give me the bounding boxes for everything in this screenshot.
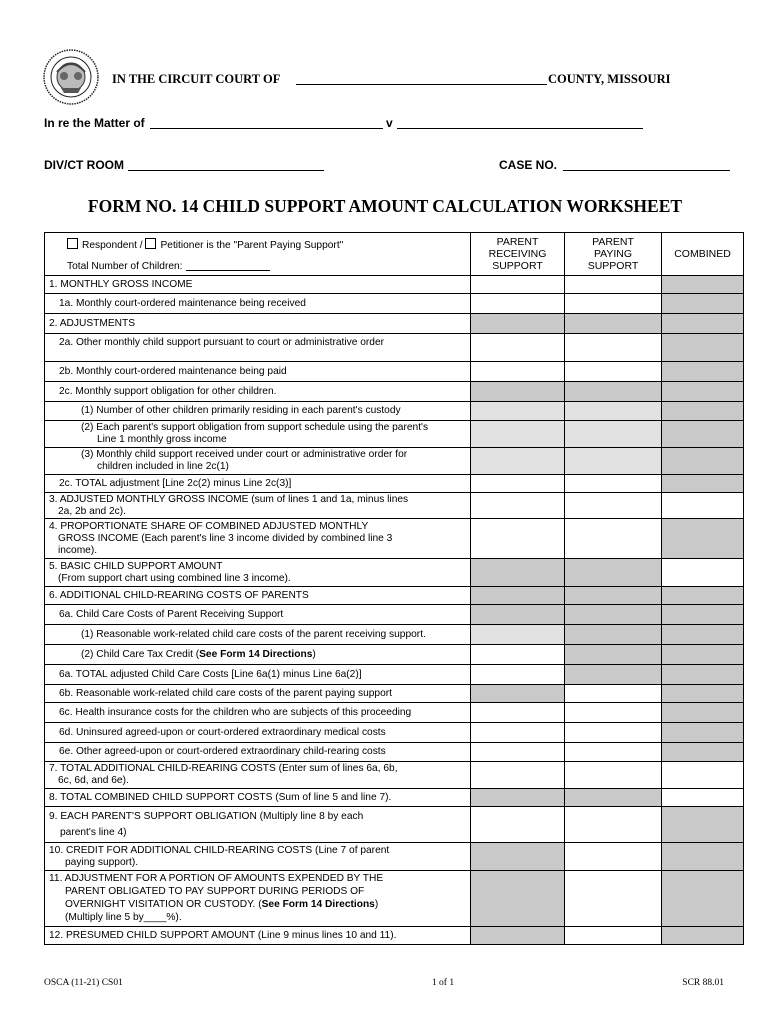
footer-rule-ref: SCR 88.01 bbox=[682, 978, 724, 988]
table-row bbox=[45, 871, 744, 927]
row-label bbox=[45, 843, 471, 871]
table-row bbox=[45, 807, 744, 843]
row-label: (1) Reasonable work-related child care costs of the parent receiving support. bbox=[45, 625, 471, 645]
shaded-cell bbox=[662, 645, 744, 665]
table-row bbox=[45, 382, 744, 402]
shaded-cell bbox=[662, 807, 744, 843]
input-cell[interactable] bbox=[471, 645, 565, 665]
table-row bbox=[45, 334, 744, 362]
row-label bbox=[45, 559, 471, 587]
input-cell[interactable] bbox=[662, 762, 744, 789]
input-cell[interactable] bbox=[565, 402, 662, 421]
table-row bbox=[45, 645, 744, 665]
row-label-line: 6c, 6d, and 6e). bbox=[58, 775, 129, 786]
total-children-label: Total Number of Children: bbox=[67, 261, 183, 272]
row-label-line: (Multiply line 5 by____%). bbox=[65, 912, 182, 923]
input-cell[interactable] bbox=[471, 519, 565, 559]
row-label: 2. ADJUSTMENTS bbox=[45, 314, 471, 334]
shaded-cell bbox=[662, 625, 744, 645]
shaded-cell bbox=[471, 587, 565, 605]
row-label bbox=[45, 421, 471, 448]
shaded-cell bbox=[565, 314, 662, 334]
shaded-cell bbox=[471, 559, 565, 587]
input-cell[interactable] bbox=[471, 807, 565, 843]
shaded-cell bbox=[471, 685, 565, 703]
row-label-line: 2a, 2b and 2c). bbox=[58, 505, 126, 517]
shaded-cell bbox=[662, 871, 744, 927]
input-cell[interactable] bbox=[471, 665, 565, 685]
shaded-cell bbox=[662, 587, 744, 605]
row-label bbox=[45, 493, 471, 519]
input-cell[interactable] bbox=[565, 723, 662, 743]
shaded-cell bbox=[662, 402, 744, 421]
row-label-part: (2) Child Care Tax Credit ( bbox=[81, 648, 200, 660]
shaded-cell bbox=[565, 382, 662, 402]
row-label: 6. ADDITIONAL CHILD-REARING COSTS OF PARENTS bbox=[45, 587, 471, 605]
row-label-line: children included in line 2c(1) bbox=[97, 461, 229, 472]
col2-line3: SUPPORT bbox=[587, 260, 639, 272]
row-label-line: parent's line 4) bbox=[60, 826, 127, 838]
col1-line3: SUPPORT bbox=[492, 260, 543, 272]
shaded-cell bbox=[471, 605, 565, 625]
matter-petitioner-field[interactable] bbox=[150, 128, 383, 129]
row-label-line: PARENT OBLIGATED TO PAY SUPPORT DURING PERIODS OF bbox=[65, 886, 365, 897]
shaded-cell bbox=[662, 382, 744, 402]
input-cell[interactable] bbox=[565, 448, 662, 475]
input-cell[interactable] bbox=[565, 703, 662, 723]
input-cell[interactable] bbox=[471, 475, 565, 493]
matter-respondent-field[interactable] bbox=[397, 128, 643, 129]
respondent-label: Respondent bbox=[82, 240, 137, 251]
footer-form-id: OSCA (11-21) CS01 bbox=[44, 978, 123, 988]
row-label-line: (From support chart using combined line 3 income). bbox=[58, 572, 291, 584]
shaded-cell bbox=[662, 665, 744, 685]
row-label bbox=[45, 762, 471, 789]
shaded-cell bbox=[471, 927, 565, 945]
table-row bbox=[45, 762, 744, 789]
table-row bbox=[45, 703, 744, 723]
shaded-cell bbox=[662, 334, 744, 362]
missouri-seal-logo bbox=[42, 48, 100, 106]
shaded-cell bbox=[565, 559, 662, 587]
table-row bbox=[45, 276, 744, 294]
row-label-line: 5. BASIC CHILD SUPPORT AMOUNT bbox=[49, 560, 223, 572]
col2-line1: PARENT bbox=[592, 236, 634, 248]
worksheet-table bbox=[44, 232, 744, 945]
case-no-label: CASE NO. bbox=[499, 158, 558, 172]
input-cell[interactable] bbox=[662, 493, 744, 519]
input-cell[interactable] bbox=[471, 276, 565, 294]
table-row bbox=[45, 362, 744, 382]
input-cell[interactable] bbox=[565, 843, 662, 871]
row-label: 2b. Monthly court-ordered maintenance being paid bbox=[45, 362, 471, 382]
col-parent-receiving bbox=[471, 233, 565, 276]
row-label-line: GROSS INCOME (Each parent's line 3 income divided by combined line 3 bbox=[58, 532, 393, 544]
shaded-cell bbox=[471, 871, 565, 927]
row-label: 1. MONTHLY GROSS INCOME bbox=[45, 276, 471, 294]
input-cell[interactable] bbox=[565, 743, 662, 762]
table-row bbox=[45, 475, 744, 493]
shaded-cell bbox=[662, 743, 744, 762]
shaded-cell bbox=[662, 703, 744, 723]
input-cell[interactable] bbox=[471, 402, 565, 421]
row-label bbox=[45, 448, 471, 475]
table-row bbox=[45, 294, 744, 314]
input-cell[interactable] bbox=[565, 762, 662, 789]
div-room-label: DIV/CT ROOM bbox=[44, 158, 124, 172]
row-label-line: 10. CREDIT FOR ADDITIONAL CHILD-REARING COSTS (Line 7 of parent bbox=[49, 844, 390, 856]
respondent-checkbox[interactable] bbox=[67, 238, 78, 249]
shaded-cell bbox=[662, 314, 744, 334]
table-row bbox=[45, 314, 744, 334]
row-label-line: 4. PROPORTIONATE SHARE OF COMBINED ADJUSTED MONTHLY bbox=[49, 520, 369, 532]
col-parent-paying bbox=[565, 233, 662, 276]
row-label-line: (2) Each parent's support obligation from support schedule using the parent's bbox=[81, 422, 429, 433]
input-cell[interactable] bbox=[565, 362, 662, 382]
row-label: 2c. Monthly support obligation for other children. bbox=[45, 382, 471, 402]
row-label-line: income). bbox=[58, 544, 98, 556]
table-row bbox=[45, 927, 744, 945]
table-row bbox=[45, 493, 744, 519]
row-label: 1a. Monthly court-ordered maintenance being received bbox=[45, 294, 471, 314]
input-cell[interactable] bbox=[565, 276, 662, 294]
input-cell[interactable] bbox=[471, 294, 565, 314]
court-suffix: COUNTY, MISSOURI bbox=[548, 72, 671, 86]
shaded-cell bbox=[662, 294, 744, 314]
input-cell[interactable] bbox=[565, 334, 662, 362]
input-cell[interactable] bbox=[471, 703, 565, 723]
row-label bbox=[45, 871, 471, 927]
row-label-part: OVERNIGHT VISITATION OR CUSTODY. ( bbox=[65, 899, 262, 910]
row-label bbox=[45, 807, 471, 843]
page-title: FORM NO. 14 CHILD SUPPORT AMOUNT CALCULATION WORKSHEET bbox=[87, 196, 683, 216]
shaded-cell bbox=[662, 843, 744, 871]
row-label-line: 11. ADJUSTMENT FOR A PORTION OF AMOUNTS EXPENDED BY THE bbox=[49, 873, 384, 884]
matter-label: In re the Matter of bbox=[44, 116, 145, 130]
county-field[interactable] bbox=[296, 84, 547, 85]
row-label-line: 3. ADJUSTED MONTHLY GROSS INCOME (sum of lines 1 and 1a, minus lines bbox=[49, 493, 409, 505]
row-label: 2c. TOTAL adjustment [Line 2c(2) minus Line 2c(3)] bbox=[45, 475, 471, 493]
input-cell[interactable] bbox=[662, 559, 744, 587]
court-prefix: IN THE CIRCUIT COURT OF bbox=[112, 72, 281, 86]
row-label: (1) Number of other children primarily residing in each parent's custody bbox=[45, 402, 471, 421]
input-cell[interactable] bbox=[471, 421, 565, 448]
table-row bbox=[45, 448, 744, 475]
shaded-cell bbox=[565, 587, 662, 605]
shaded-cell bbox=[662, 519, 744, 559]
petitioner-label: Petitioner is the "Parent Paying Support" bbox=[160, 240, 344, 251]
table-row bbox=[45, 402, 744, 421]
input-cell[interactable] bbox=[565, 927, 662, 945]
table-row bbox=[45, 665, 744, 685]
shaded-cell bbox=[662, 685, 744, 703]
table-row bbox=[45, 421, 744, 448]
table-row bbox=[45, 685, 744, 703]
row-label: 6d. Uninsured agreed-upon or court-ordered extraordinary medical costs bbox=[45, 723, 471, 743]
input-cell[interactable] bbox=[471, 723, 565, 743]
row-label: 6a. TOTAL adjusted Child Care Costs [Line 6a(1) minus Line 6a(2)] bbox=[45, 665, 471, 685]
input-cell[interactable] bbox=[471, 625, 565, 645]
table-row bbox=[45, 605, 744, 625]
input-cell[interactable] bbox=[471, 743, 565, 762]
row-label: 6b. Reasonable work-related child care costs of the parent paying support bbox=[45, 685, 471, 703]
table-row bbox=[45, 625, 744, 645]
input-cell[interactable] bbox=[471, 762, 565, 789]
table-header-row bbox=[45, 233, 744, 276]
row-label: 8. TOTAL COMBINED CHILD SUPPORT COSTS (Sum of line 5 and line 7). bbox=[45, 789, 471, 807]
case-no-field[interactable] bbox=[563, 170, 730, 171]
footer-page-number: 1 of 1 bbox=[431, 978, 455, 988]
input-cell[interactable] bbox=[565, 421, 662, 448]
shaded-cell bbox=[471, 314, 565, 334]
row-label-part: ) bbox=[312, 648, 316, 660]
row-label-line: (3) Monthly child support received under court or administrative order for bbox=[81, 449, 408, 460]
table-row bbox=[45, 519, 744, 559]
table-row bbox=[45, 587, 744, 605]
row-label bbox=[45, 645, 471, 665]
input-cell[interactable] bbox=[565, 294, 662, 314]
input-cell[interactable] bbox=[471, 493, 565, 519]
row-label-line: Line 1 monthly gross income bbox=[97, 434, 227, 445]
shaded-cell bbox=[471, 843, 565, 871]
row-label: 2a. Other monthly child support pursuant to court or administrative order bbox=[45, 334, 471, 362]
input-cell[interactable] bbox=[565, 871, 662, 927]
total-children-field[interactable] bbox=[186, 261, 270, 271]
directions-reference: See Form 14 Directions bbox=[261, 899, 375, 910]
shaded-cell bbox=[662, 605, 744, 625]
shaded-cell bbox=[662, 723, 744, 743]
input-cell[interactable] bbox=[662, 789, 744, 807]
row-label bbox=[45, 519, 471, 559]
shaded-cell bbox=[565, 605, 662, 625]
shaded-cell bbox=[662, 927, 744, 945]
row-label: 12. PRESUMED CHILD SUPPORT AMOUNT (Line 9 minus lines 10 and 11). bbox=[45, 927, 471, 945]
col1-line2: RECEIVING bbox=[488, 248, 547, 260]
input-cell[interactable] bbox=[565, 475, 662, 493]
petitioner-checkbox[interactable] bbox=[145, 238, 156, 249]
row-label-line: 7. TOTAL ADDITIONAL CHILD-REARING COSTS (Enter sum of lines 6a, 6b, bbox=[49, 763, 398, 774]
shaded-cell bbox=[662, 276, 744, 294]
table-row bbox=[45, 723, 744, 743]
input-cell[interactable] bbox=[565, 519, 662, 559]
col2-line2: PAYING bbox=[593, 248, 633, 260]
input-cell[interactable] bbox=[471, 362, 565, 382]
input-cell[interactable] bbox=[565, 493, 662, 519]
row-label: 6e. Other agreed-upon or court-ordered extraordinary child-rearing costs bbox=[45, 743, 471, 762]
shaded-cell bbox=[565, 665, 662, 685]
shaded-cell bbox=[662, 475, 744, 493]
table-row bbox=[45, 559, 744, 587]
row-label: 6a. Child Care Costs of Parent Receiving Support bbox=[45, 605, 471, 625]
directions-reference: See Form 14 Directions bbox=[199, 648, 313, 660]
row-label-line bbox=[49, 899, 466, 911]
shaded-cell bbox=[471, 789, 565, 807]
shaded-cell bbox=[662, 362, 744, 382]
header-info-cell bbox=[45, 233, 471, 276]
shaded-cell bbox=[662, 421, 744, 448]
row-label-line: 9. EACH PARENT'S SUPPORT OBLIGATION (Multiply line 8 by each bbox=[49, 810, 364, 822]
shaded-cell bbox=[565, 789, 662, 807]
shaded-cell bbox=[471, 382, 565, 402]
table-row bbox=[45, 843, 744, 871]
div-room-field[interactable] bbox=[128, 170, 324, 171]
input-cell[interactable] bbox=[565, 807, 662, 843]
col-combined: COMBINED bbox=[662, 233, 744, 276]
row-label-line: paying support). bbox=[65, 856, 139, 868]
table-row bbox=[45, 789, 744, 807]
row-label-part: ) bbox=[374, 899, 379, 910]
input-cell[interactable] bbox=[471, 334, 565, 362]
slash-separator: / bbox=[139, 240, 143, 251]
table-row bbox=[45, 743, 744, 762]
shaded-cell bbox=[565, 625, 662, 645]
input-cell[interactable] bbox=[471, 448, 565, 475]
shaded-cell bbox=[565, 645, 662, 665]
col1-line1: PARENT bbox=[496, 236, 539, 248]
shaded-cell bbox=[662, 448, 744, 475]
input-cell[interactable] bbox=[565, 685, 662, 703]
row-label: 6c. Health insurance costs for the children who are subjects of this proceeding bbox=[45, 703, 471, 723]
versus-label: v bbox=[386, 116, 393, 130]
